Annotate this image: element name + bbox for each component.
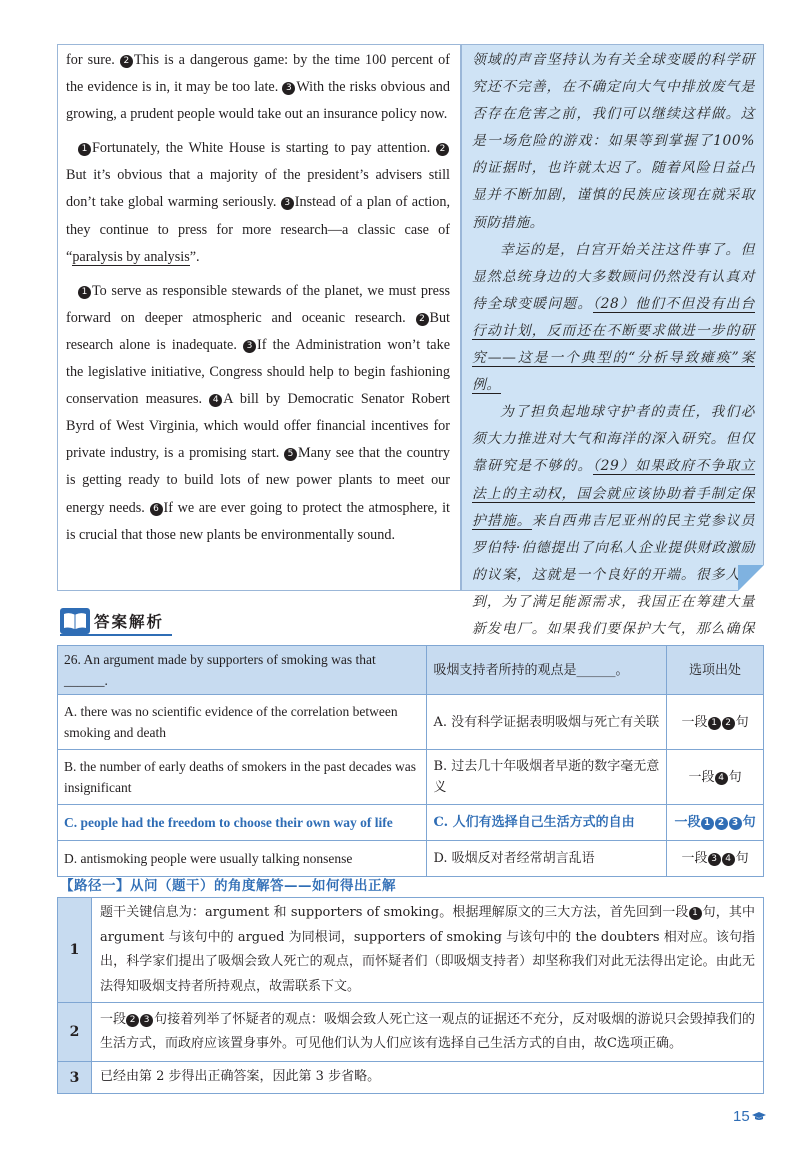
text-run: 为了担负起地球守护者的责任，我们必须大力推进对大气和海洋的深入研究。但仅靠研究是不够的。 (472, 404, 755, 475)
step-number: 3 (58, 1062, 92, 1094)
text-run: 已经由第 2 步得出正确答案，因此第 3 步省略。 (100, 1069, 381, 1085)
graduation-cap-icon (752, 1112, 766, 1121)
sentence-number-badge: 2 (715, 817, 728, 830)
sentence-number-badge: 2 (436, 143, 449, 156)
english-paragraph (66, 278, 450, 549)
sentence-number-badge: 3 (140, 1014, 153, 1027)
text-run: A bill by Democratic Senator Robert Byrd of West Virginia, which would offer financial incentives for private industry, is a promising start. (66, 391, 450, 462)
text-run: 一段 (100, 1011, 127, 1027)
source-sentence-suffix: 句 (735, 714, 749, 730)
text-run: 幸运的是，白宫开始关注这件事了。但显然总统身边的大多数顾问仍然没有认真对待全球变暖问题。 (472, 241, 755, 312)
solution-step-row (58, 898, 764, 1003)
sentence-number-badge: 2 (722, 717, 735, 730)
sentence-number-badge: 1 (78, 143, 91, 156)
text-run: 来自西弗吉尼亚州的民主党参议员罗伯特·伯德提出了向私人企业提供财政激励的议案，这就是一个良好的开端。很多人看到，为了满足能源需求，我国正在筹建大量新发电厂。如果我们要保护大气，那么确保 (472, 512, 756, 637)
chinese-translation (461, 44, 764, 637)
sentence-number-badge: 1 (708, 717, 721, 730)
text-run: 句接着列举了怀疑者的观点：吸烟会致人死亡这一观点的证据还不充分，反对吸烟的游说只会毁掉我们的生活方式，而政府应该置身事外。可见他们认为人们应该有选择自己生活方式的自由，故C选项正确。 (100, 1011, 755, 1051)
page-curl-decoration (738, 565, 764, 591)
text-run: for sure. (66, 52, 120, 68)
option-en: A. there was no scientific evidence of the correlation between smoking and death (58, 695, 427, 750)
text-run: To serve as responsible stewards of the planet, we must press forward on deeper atmospheric and oceanic research. (66, 282, 450, 326)
underlined-text: paralysis by analysis (72, 248, 190, 265)
text-run: If the Administration won’t take the legislative initiative, Congress should help to begin fashioning conservation measures. (66, 336, 450, 408)
source-paragraph: 一段 (681, 851, 708, 866)
text-run: This is a dangerous game: by the time 100 percent of the evidence is in, it may be too late. (66, 52, 450, 96)
sentence-number-badge: 2 (126, 1014, 139, 1027)
sentence-number-badge: 3 (708, 853, 721, 866)
sentence-number-badge: 3 (281, 197, 294, 210)
answer-table-header (58, 646, 764, 695)
answer-row-correct (58, 805, 764, 841)
english-passage (57, 44, 461, 591)
step-number: 2 (58, 1003, 92, 1062)
sentence-number-badge: 2 (416, 313, 429, 326)
step-text (92, 1062, 764, 1094)
solution-step-row (58, 1062, 764, 1094)
source-sentence-suffix: 句 (735, 851, 749, 866)
sentence-number-badge: 3 (243, 340, 256, 353)
answer-row (58, 695, 764, 750)
text-run: 句，其中 argument 与该句中的 argued 为同根词，supporters of smoking 与该句中的 the doubters 相对应。该句指出，科学家们提出了吸烟会致人死亡的观点，而怀疑者们（即吸烟支持者）却坚称我们对此无法得出定论。由此无法得知吸烟支持者所持观点，故需联系下文。 (100, 905, 755, 994)
underlined-text: （28）他们不但没有出台行动计划，反而还在不断要求做进一步的研究——这是一个典型的“分析导致瘫痪”案例。 (472, 295, 755, 394)
option-en: D. antismoking people were usually talking nonsense (58, 841, 427, 877)
sentence-number-badge: 3 (282, 82, 295, 95)
option-en: C. people had the freedom to choose their own way of life (58, 805, 427, 841)
text-run: But research alone is inadequate. (66, 309, 450, 353)
text-run: Fortunately, the White House is starting to pay attention. (92, 140, 436, 157)
sentence-number-badge: 3 (729, 817, 742, 830)
option-zh: B. 过去几十年吸烟者早逝的数字毫无意义 (427, 750, 667, 805)
option-en: B. the number of early deaths of smokers in the past decades was insignificant (58, 750, 427, 805)
text-run: 题干关键信息为：argument 和 supporters of smoking。根据理解原文的三大方法，首先回到一段 (100, 905, 689, 920)
page-number: 15 (733, 1108, 750, 1125)
option-source (667, 750, 764, 805)
text-run: Instead of a plan of action, they continue to press for more research—a classic case of “ (66, 194, 450, 265)
option-source (667, 805, 764, 841)
option-zh: D. 吸烟反对者经常胡言乱语 (427, 841, 667, 877)
source-sentence-suffix: 句 (728, 769, 742, 785)
text-run: ”. (189, 248, 200, 265)
source-column-header: 选项出处 (667, 646, 764, 695)
sentence-number-badge: 6 (150, 503, 163, 516)
underlined-text: （29）如果政府不争取立法上的主动权，国会就应该协助着手制定保护措施。 (472, 458, 755, 529)
option-source (667, 695, 764, 750)
step-text (92, 1003, 764, 1062)
sentence-number-badge: 1 (78, 286, 91, 299)
solution-step-row (58, 1003, 764, 1062)
step-number: 1 (58, 898, 92, 1003)
option-source (667, 841, 764, 877)
sentence-number-badge: 5 (284, 448, 297, 461)
answer-row (58, 841, 764, 877)
source-sentence-suffix: 句 (742, 815, 756, 830)
step-text (92, 898, 764, 1003)
sentence-number-badge: 1 (689, 907, 702, 920)
chinese-paragraph (472, 47, 755, 237)
text-run: With the risks obvious and growing, a prudent people would take out an insurance policy now. (66, 79, 450, 123)
option-zh: C. 人们有选择自己生活方式的自由 (427, 805, 667, 841)
text-run: If we are ever going to protect the atmosphere, it is crucial that those new plants be environmentally sound. (66, 499, 450, 543)
section-title: 答案解析 (94, 613, 165, 631)
source-paragraph: 一段 (688, 769, 715, 785)
path-heading: 【路径一】从问（题干）的角度解答——如何得出正解 (60, 878, 396, 894)
sentence-number-badge: 2 (120, 55, 133, 68)
section-header (60, 607, 764, 635)
sentence-number-badge: 4 (715, 772, 728, 785)
source-paragraph: 一段 (681, 714, 708, 730)
text-run: Many see that the country is getting ready to build lots of new power plants to meet our energy needs. (66, 445, 450, 516)
english-paragraph (66, 47, 450, 128)
sentence-number-badge: 1 (701, 817, 714, 830)
answer-table (57, 645, 764, 877)
section-underline (60, 634, 172, 636)
option-zh: A. 没有科学证据表明吸烟与死亡有关联 (427, 695, 667, 750)
text-run: But it’s obvious that a majority of the president’s advisers still don’t take global warming seriously. (66, 167, 450, 211)
text-run: 领域的声音坚持认为有关全球变暖的科学研究还不完善，在不确定向大气中排放废气是否存在危害之前，我们可以继续这样做。这是一场危险的游戏：如果等到掌握了100%的证据时，也许就太迟了。随着风险日益凸显并不断加剧，谨慎的民族应该现在就采取预防措施。 (472, 52, 755, 231)
chinese-paragraph (472, 237, 755, 400)
source-paragraph: 一段 (674, 815, 701, 830)
question-stem-en: 26. An argument made by supporters of smoking was that ______. (58, 646, 427, 695)
english-paragraph (66, 135, 450, 270)
solution-steps-table (57, 897, 764, 1094)
sentence-number-badge: 4 (722, 853, 735, 866)
answer-row (58, 750, 764, 805)
question-stem-zh: 吸烟支持者所持的观点是______。 (427, 646, 667, 695)
sentence-number-badge: 4 (209, 394, 222, 407)
open-book-icon (60, 608, 90, 634)
